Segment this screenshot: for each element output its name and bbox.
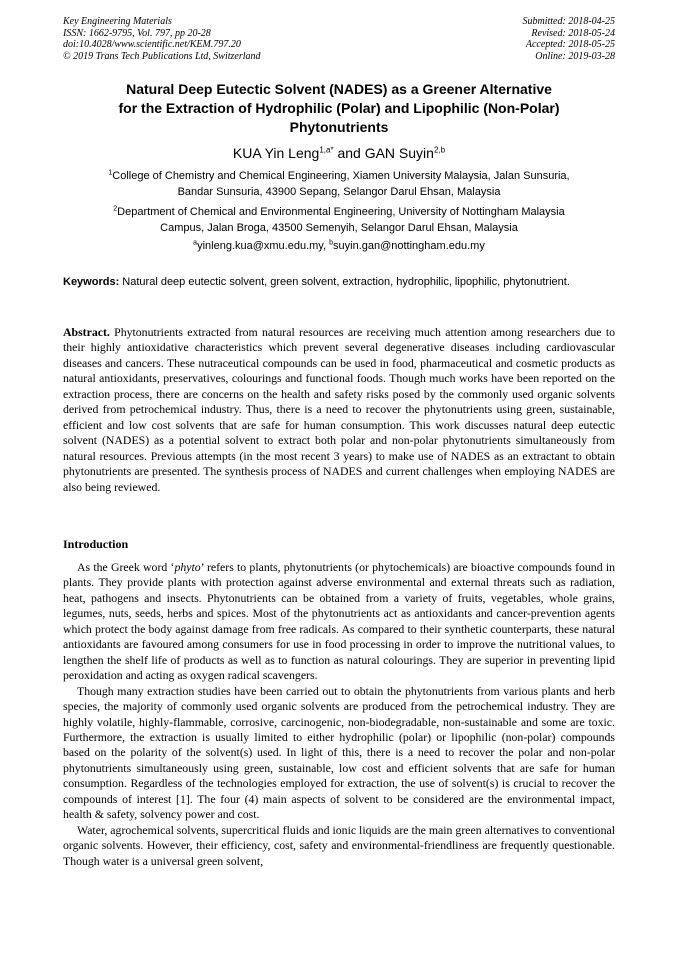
author-1-affiliation-mark: 1,a*	[319, 145, 334, 155]
journal-info	[63, 16, 261, 62]
affiliation-1-line-1: College of Chemistry and Chemical Engineering, Xiamen University Malaysia, Jalan Sunsuria,	[112, 170, 570, 182]
paper-title	[70, 80, 608, 137]
affiliation-2	[63, 205, 615, 236]
author-1: KUA Yin Leng	[232, 145, 320, 161]
keywords	[63, 275, 615, 290]
introduction-paragraph-3: Water, agrochemical solvents, supercritical fluids and ionic liquids are the main green alternatives to conventional organic solvents. However, their efficiency, cost, safety and environmental-friendliness are frequently questionable. Though water is a universal green solvent,	[63, 822, 615, 868]
author-conjunction: and	[333, 145, 365, 161]
submitted-date: Submitted: 2018-04-25	[522, 16, 615, 27]
journal-copyright: © 2019 Trans Tech Publications Ltd, Switzerland	[63, 50, 261, 62]
keywords-label: Keywords:	[63, 276, 120, 288]
author-2: GAN Suyin	[364, 145, 434, 161]
online-date: Online: 2019-03-28	[535, 50, 615, 62]
affiliation-1	[63, 169, 615, 200]
affiliation-2-line-1: Department of Chemical and Environmental Engineering, University of Nottingham Malaysia	[117, 206, 565, 218]
introduction-body	[63, 560, 615, 869]
email-b-mark: b	[329, 239, 334, 247]
abstract-text: Phytonutrients extracted from natural resources are receiving much attention among researchers due to their highly antioxidative characteristics which prevent several degenerative diseases including cardiovascular diseases and cancers. These nutraceutical compounds can be used in food, pharmaceutical and cosmetic products as natural antioxidants, preservatives, colourings and functional foods. Though much works have been reported on the extraction process, there are concerns on the health and safety risks posed by the commonly used organic solvents derived from petrochemical industry. Thus, there is a need to recover the phytonutrients using green, sustainable, efficient and low cost solvents that are safe for human consumption. This work discusses natural deep eutectic solvent (NADES) as a potential solvent to extract both polar and non-polar phytonutrients simultaneously from natural resources. Previous attempts (in the most recent 3 years) to make use of NADES as an extractant to obtain phytonutrients are presented. The synthesis process of NADES and current challenges when employing NADES are also being reviewed.	[63, 325, 615, 494]
author-2-affiliation-mark: 2,b	[433, 145, 446, 155]
revised-date: Revised: 2018-05-24	[531, 27, 615, 39]
abstract	[63, 325, 615, 495]
affiliation-1-line-2: Bandar Sunsuria, 43900 Sepang, Selangor Darul Ehsan, Malaysia	[177, 185, 501, 198]
title-line-1: Natural Deep Eutectic Solvent (NADES) as a Greener Alternative	[126, 81, 552, 97]
affiliation-2-number: 2	[113, 205, 118, 213]
email-a[interactable]: yinleng.kua@xmu.edu.my,	[197, 240, 330, 252]
keywords-text: Natural deep eutectic solvent, green solvent, extraction, hydrophilic, lipophilic, phytonutrient.	[119, 276, 570, 288]
accepted-date: Accepted: 2018-05-25	[525, 39, 615, 50]
introduction-paragraph-2: Though many extraction studies have been carried out to obtain the phytonutrients from various plants and herb species, the majority of commonly used organic solvents are produced from the petrochemical industry. They are highly volatile, highly-flammable, corrosive, carcinogenic, non-biodegradable, non-sustainable and some are toxic. Furthermore, the extraction is usually limited to either hydrophilic (polar) or lipophilic (non-polar) compounds based on the polarity of the solvent(s) used. In light of this, there is a need to recover the polar and non-polar phytonutrients simultaneously using green, sustainable, low cost and efficient solvents that are safe for human consumption. Regardless of the technologies employed for extraction, the use of solvent(s) is crucial to recover the compounds of interest [1]. The four (4) main aspects of solvent to be considered are the environmental impact, health & safety, solvency power and cost.	[63, 683, 615, 822]
journal-issn: ISSN: 1662-9795, Vol. 797, pp 20-28	[63, 27, 211, 39]
introduction-heading: Introduction	[63, 537, 129, 551]
title-line-3: Phytonutrients	[289, 119, 389, 135]
abstract-label: Abstract.	[63, 325, 110, 339]
greek-word-phyto: phyto	[174, 560, 201, 574]
author-list	[63, 144, 615, 163]
introduction-paragraph-1: As the Greek word ‘phyto’ refers to plants, phytonutrients (or phytochemicals) are bioactive compounds found in plants. They provide plants with protection against adverse environmental and external threats such as radiation, heat, pathogens and insects. Phytonutrients can be obtained from a variety of fruits, vegetables, whole grains, legumes, nuts, seeds, herbs and spices. Most of the phytonutrients act as antioxidants and cancer-prevention agents which protect the body against damage from free radicals. As compared to their synthetic counterparts, these natural antioxidants are favoured among consumers for use in food processing in order to improve the nutritional values, to lengthen the shelf life of products as well as to function as natural colourings. They are superior in preventing lipid peroxidation and acting as oxygen radical scavengers.	[63, 560, 615, 683]
title-line-2: for the Extraction of Hydrophilic (Polar) and Lipophilic (Non-Polar)	[118, 100, 560, 116]
email-a-mark: a	[193, 239, 198, 247]
affiliation-1-number: 1	[108, 169, 113, 177]
publication-dates	[523, 16, 616, 62]
affiliation-2-line-2: Campus, Jalan Broga, 43500 Semenyih, Selangor Darul Ehsan, Malaysia	[160, 221, 518, 234]
journal-doi: doi:10.4028/www.scientific.net/KEM.797.20	[63, 39, 241, 50]
journal-name: Key Engineering Materials	[63, 16, 172, 27]
email-b[interactable]: suyin.gan@nottingham.edu.my	[333, 240, 485, 252]
author-emails	[63, 239, 615, 255]
